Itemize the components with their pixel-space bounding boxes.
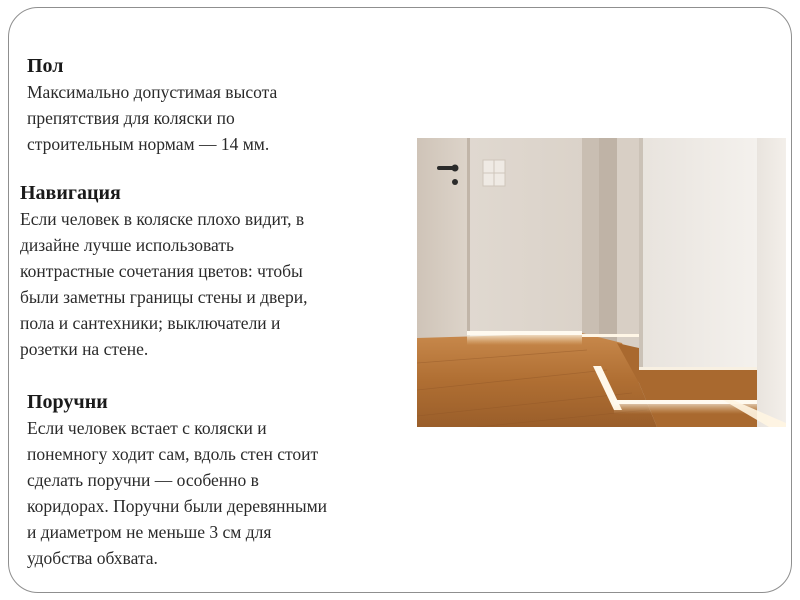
section-navigation-line: были заметны границы стены и двери, [20, 287, 308, 307]
section-navigation [20, 180, 400, 362]
hallway-photo [417, 138, 786, 427]
section-navigation-line: пола и сантехники; выключатели и [20, 313, 281, 333]
section-floor-line: строительным нормам — 14 мм. [27, 134, 270, 154]
section-handrails-line: Если человек встает с коляски и [27, 418, 267, 438]
section-navigation-line: контрастные сочетания цветов: чтобы [20, 261, 303, 281]
section-floor-title: Пол [27, 55, 64, 77]
section-handrails-line: сделать поручни — особенно в [27, 470, 259, 490]
section-handrails-line: коридорах. Поручни были деревянными [27, 496, 328, 516]
section-handrails-line: удобства обхвата. [27, 548, 158, 568]
section-floor-line: препятствия для коляски по [27, 108, 235, 128]
section-floor [27, 53, 397, 157]
section-handrails [27, 389, 417, 571]
section-handrails-title: Поручни [27, 391, 108, 413]
section-navigation-title: Навигация [20, 182, 121, 204]
section-navigation-line: розетки на стене. [20, 339, 149, 359]
section-navigation-line: Если человек в коляске плохо видит, в [20, 209, 305, 229]
section-handrails-line: и диаметром не меньше 3 см для [27, 522, 272, 542]
section-floor-line: Максимально допустимая высота [27, 82, 278, 102]
section-handrails-line: понемногу ходит сам, вдоль стен стоит [27, 444, 319, 464]
section-navigation-line: дизайне лучше использовать [20, 235, 234, 255]
